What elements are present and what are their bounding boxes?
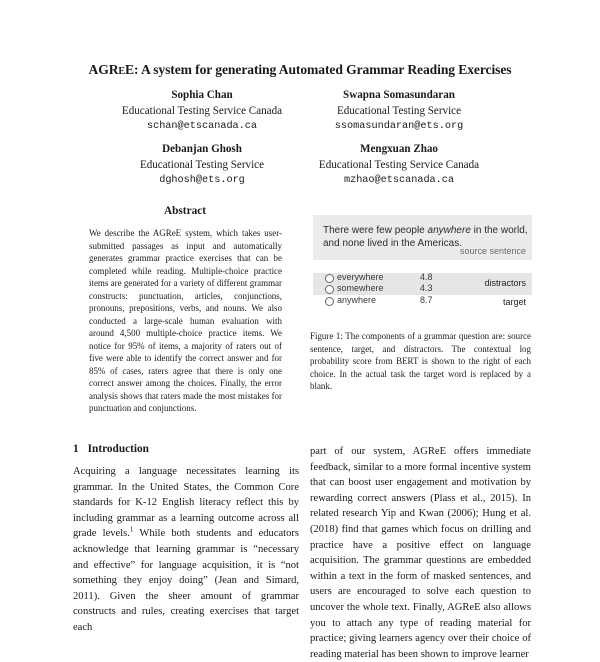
bert-score: 8.7: [420, 295, 433, 305]
author-affiliation: Educational Testing Service Canada: [318, 158, 480, 171]
choice-option[interactable]: everywhere 4.8: [313, 273, 532, 284]
radio-icon[interactable]: [325, 285, 334, 294]
abstract-body: We describe the AGReE system, which takes user-submitted passages as input and automatically generates grammar practice exercises that can be completed while reading. Multiple-choice practice items are generated for a variety of different grammar constructs: punctuation, articles, conjunctions, pronouns, prepositions, verbs, and nouns. We also conducted a large-scale human evaluation with around 4,500 multiple-choice practice items. We notice for 95% of items, a majority of raters out of five were able to identify the correct answer and for 85% of cases, raters agree that there is only one correct answer among the choices. Finally, the error analysis shows that raters made the most mistakes for punctuation and conjunctions.: [89, 228, 282, 413]
choice-option[interactable]: somewhere 4.3: [313, 284, 532, 295]
footnote-mark: 1: [129, 525, 134, 534]
author-block: [279, 88, 519, 135]
figure-caption: Figure 1: The components of a grammar question are: source sentence, target, and distractors. The contextual log probability score from BERT is shown to the right of each choice. In the actual task the target word is replaced by a blank.: [310, 331, 531, 392]
author-email: schan@etscanada.ca: [146, 121, 258, 132]
author-email: ssomasundaran@ets.org: [334, 121, 464, 132]
author-name: Sophia Chan: [171, 89, 233, 101]
target-word: anywhere: [427, 225, 471, 236]
intro-heading: [73, 443, 149, 455]
section-title: Introduction: [87, 443, 149, 455]
author-email: dghosh@ets.org: [159, 175, 245, 186]
author-affiliation: Educational Testing Service: [336, 104, 462, 117]
source-sentence-label: source sentence: [459, 246, 526, 256]
abstract-heading: Abstract: [163, 205, 207, 217]
source-sentence: There were few people anywhere in the world, and none lived in the Americas.: [323, 225, 528, 249]
source-sentence-box: [313, 215, 532, 260]
author-affiliation: Educational Testing Service: [139, 158, 265, 171]
distractors-label: distractors: [484, 278, 526, 288]
author-email: mzhao@etscanada.ca: [343, 175, 455, 186]
author-name: Mengxuan Zhao: [360, 143, 438, 155]
radio-icon[interactable]: [325, 274, 334, 283]
intro-right-column: part of our system, AGReE offers immediate feedback, similar to a more formal incentive system that can boost user engagement and motivation by rewarding correct answers (Plass et al., 2015). In related research Yip and Kwan (2006); Hung et al. (2018) find that games which focus on drilling and practice have a positive effect on language acquisition. The grammar questions are embedded within a text in the form of masked sentences, and users are encouraged to solve each question to uncover the whole text. Finally, AGReE also allows you to attach any type of reading material for practice; giving learners agency over their choice of reading material has been shown to improve learner: [310, 446, 531, 660]
bert-score: 4.8: [420, 272, 433, 282]
radio-icon[interactable]: [325, 297, 334, 306]
paper-title: AGReE: A system for generating Automated Grammar Reading Exercises: [88, 62, 512, 77]
author-block: [279, 142, 519, 189]
author-affiliation: Educational Testing Service Canada: [121, 104, 283, 117]
author-name: Swapna Somasundaran: [343, 89, 455, 101]
choice-option[interactable]: anywhere 8.7 target: [313, 296, 532, 307]
bert-score: 4.3: [420, 283, 433, 293]
choice-list: [313, 273, 532, 310]
section-number: 1: [73, 443, 79, 455]
intro-left-column: Acquiring a language necessitates learning its grammar. In the United States, the Common Core standards for K-12 English literacy reflect this by including grammar as a learning outcome across all grade levels.$^1$ While both students and educators acknowledge that learning grammar is “necessary and effective” for language acquisition, it is “not something they enjoy doing” (Jean and Simard, 2011). Given the sheer amount of grammar constructs and rules, creating exercises that target each: [73, 466, 299, 633]
target-label: target: [502, 297, 526, 307]
author-name: Debanjan Ghosh: [162, 143, 242, 155]
